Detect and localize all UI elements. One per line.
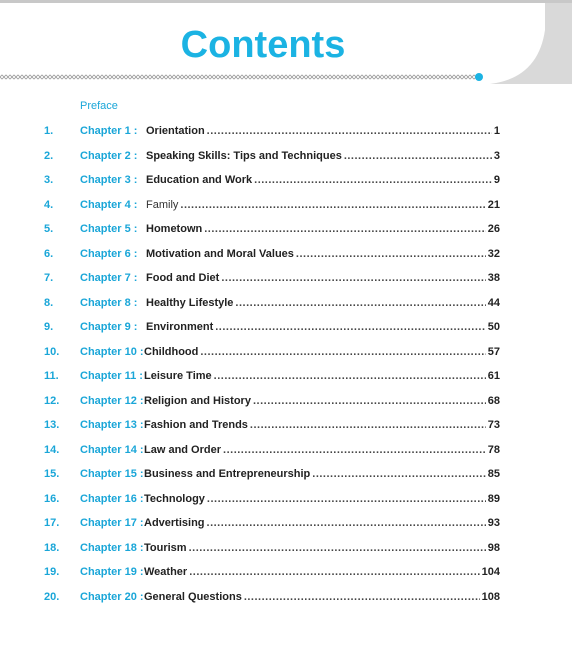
dot-leader xyxy=(312,462,485,487)
entry-number: 18. xyxy=(44,541,60,554)
chapter-label: Chapter 5 : xyxy=(80,223,138,235)
toc-entry[interactable] xyxy=(0,119,572,144)
entry-line xyxy=(146,144,500,169)
table-of-contents xyxy=(0,119,572,609)
dot-leader xyxy=(250,413,486,438)
chapter-label: Chapter 11 : xyxy=(80,370,143,382)
page-number: 50 xyxy=(487,321,500,333)
entry-line xyxy=(144,560,500,585)
toc-entry[interactable] xyxy=(0,438,572,463)
page-number: 68 xyxy=(487,394,500,407)
dot-leader xyxy=(204,217,486,242)
dot-leader xyxy=(214,364,486,389)
entry-number: 20. xyxy=(44,590,60,603)
entry-number: 13. xyxy=(44,419,60,431)
page-number: 89 xyxy=(487,492,500,505)
chapter-title: General Questions xyxy=(144,590,242,603)
dot-leader xyxy=(244,585,480,610)
entry-number: 4. xyxy=(44,198,54,211)
decorative-dotted-rule xyxy=(0,71,484,81)
entry-number: 2. xyxy=(44,149,54,162)
dot-leader xyxy=(200,340,485,365)
chapter-label: Chapter 8 : xyxy=(80,296,138,309)
entry-number: 17. xyxy=(44,517,60,529)
toc-entry[interactable] xyxy=(0,487,572,512)
entry-number: 3. xyxy=(44,174,54,186)
page-number: 78 xyxy=(487,443,500,456)
chapter-title: Food and Diet xyxy=(146,272,220,284)
entry-number: 9. xyxy=(44,321,54,333)
toc-entry[interactable] xyxy=(0,389,572,414)
toc-entry[interactable] xyxy=(0,266,572,291)
page-number: 61 xyxy=(487,370,500,382)
dot-leader xyxy=(253,389,486,414)
chapter-title: Business and Entrepreneurship xyxy=(144,468,311,480)
page-number: 3 xyxy=(493,149,500,162)
toc-entry[interactable] xyxy=(0,536,572,561)
page-number: 38 xyxy=(487,272,500,284)
dot-leader xyxy=(207,487,486,512)
chapter-label: Chapter 9 : xyxy=(80,321,138,333)
page-number: 73 xyxy=(487,419,500,431)
dot-leader xyxy=(189,536,486,561)
chapter-title: Healthy Lifestyle xyxy=(146,296,234,309)
chapter-title: Weather xyxy=(144,566,188,578)
dot-leader xyxy=(223,438,486,463)
dot-leader xyxy=(235,291,485,316)
toc-entry[interactable] xyxy=(0,144,572,169)
entry-number: 5. xyxy=(44,223,54,235)
dot-leader xyxy=(180,193,485,218)
toc-entry[interactable] xyxy=(0,462,572,487)
entry-line xyxy=(146,315,500,340)
chapter-title: Education and Work xyxy=(146,174,253,186)
entry-number: 14. xyxy=(44,443,60,456)
dot-leader xyxy=(296,242,486,267)
page-number: 98 xyxy=(487,541,500,554)
chapter-title: Leisure Time xyxy=(144,370,212,382)
entry-line xyxy=(146,193,500,218)
entry-line xyxy=(144,413,500,438)
chapter-label: Chapter 4 : xyxy=(80,198,138,211)
toc-entry[interactable] xyxy=(0,511,572,536)
entry-line xyxy=(144,462,500,487)
toc-entry[interactable] xyxy=(0,193,572,218)
page-number: 1 xyxy=(493,125,500,137)
chapter-label: Chapter 7 : xyxy=(80,272,138,284)
toc-entry[interactable] xyxy=(0,168,572,193)
page-number: 21 xyxy=(487,198,500,211)
dot-leader xyxy=(221,266,485,291)
chapter-title: Speaking Skills: Tips and Techniques xyxy=(146,149,342,162)
chapter-title: Religion and History xyxy=(144,394,251,407)
dot-leader xyxy=(207,511,486,536)
dot-leader xyxy=(344,144,492,169)
toc-entry[interactable] xyxy=(0,560,572,585)
chapter-label: Chapter 20 : xyxy=(80,590,144,603)
entry-line xyxy=(146,266,500,291)
chapter-label: Chapter 19 : xyxy=(80,566,144,578)
chapter-title: Fashion and Trends xyxy=(144,419,248,431)
entry-number: 8. xyxy=(44,296,54,309)
toc-entry[interactable] xyxy=(0,315,572,340)
page-number: 32 xyxy=(487,247,500,260)
entry-line xyxy=(146,119,500,144)
chapter-label: Chapter 14 : xyxy=(80,443,144,456)
toc-entry[interactable] xyxy=(0,217,572,242)
dot-leader xyxy=(207,119,492,144)
chapter-title: Law and Order xyxy=(144,443,222,456)
chapter-label: Chapter 6 : xyxy=(80,247,138,260)
chapter-label: Chapter 2 : xyxy=(80,149,138,162)
entry-number: 12. xyxy=(44,394,60,407)
page-number: 44 xyxy=(487,296,500,309)
entry-line xyxy=(144,487,500,512)
chapter-title: Orientation xyxy=(146,125,205,137)
chapter-label: Chapter 10 : xyxy=(80,345,144,358)
chapter-label: Chapter 17 : xyxy=(80,517,144,529)
entry-line xyxy=(146,242,500,267)
chapter-label: Chapter 12 : xyxy=(80,394,144,407)
chapter-title: Tourism xyxy=(144,541,187,554)
chapter-label: Chapter 16 : xyxy=(80,492,144,505)
entry-number: 16. xyxy=(44,492,60,505)
page-number: 57 xyxy=(487,345,500,358)
entry-line xyxy=(146,168,500,193)
dot-leader xyxy=(215,315,486,340)
chapter-title: Childhood xyxy=(144,345,199,358)
chapter-title: Advertising xyxy=(144,517,205,529)
chapter-label: Chapter 13 : xyxy=(80,419,144,431)
page-number: 108 xyxy=(481,590,500,603)
chapter-label: Chapter 18 : xyxy=(80,541,144,554)
entry-number: 19. xyxy=(44,566,60,578)
dot-leader xyxy=(189,560,479,585)
entry-line xyxy=(144,585,500,610)
entry-line xyxy=(144,389,500,414)
chapter-title: Hometown xyxy=(146,223,203,235)
page-number: 85 xyxy=(487,468,500,480)
toc-entry[interactable] xyxy=(0,242,572,267)
page-number: 104 xyxy=(481,566,500,578)
toc-entry[interactable] xyxy=(0,291,572,316)
chapter-title: Technology xyxy=(144,492,205,505)
entry-number: 7. xyxy=(44,272,54,284)
page-number: 26 xyxy=(487,223,500,235)
chapter-title: Environment xyxy=(146,321,214,333)
page-number: 9 xyxy=(493,174,500,186)
entry-line xyxy=(144,536,500,561)
page-number: 93 xyxy=(487,517,500,529)
toc-entry[interactable] xyxy=(0,585,572,610)
entry-number: 6. xyxy=(44,247,54,260)
entry-number: 11. xyxy=(44,370,59,382)
chapter-title: Motivation and Moral Values xyxy=(146,247,294,260)
entry-line xyxy=(144,340,500,365)
chapter-label: Chapter 3 : xyxy=(80,174,138,186)
entry-line xyxy=(146,291,500,316)
preface-link[interactable]: Preface xyxy=(80,100,118,112)
entry-line xyxy=(144,364,500,389)
entry-number: 15. xyxy=(44,468,60,480)
chapter-title: Family xyxy=(146,198,179,211)
chapter-label: Chapter 1 : xyxy=(80,125,138,137)
rule-end-dot-icon xyxy=(475,73,483,81)
toc-entry[interactable] xyxy=(0,413,572,438)
chapter-label: Chapter 15 : xyxy=(80,468,144,480)
toc-entry[interactable] xyxy=(0,364,572,389)
entry-number: 10. xyxy=(44,345,60,358)
entry-number: 1. xyxy=(44,125,54,137)
entry-line xyxy=(146,217,500,242)
entry-line xyxy=(144,511,500,536)
dot-leader xyxy=(254,168,492,193)
entry-line xyxy=(144,438,500,463)
toc-entry[interactable] xyxy=(0,340,572,365)
page-title: Contents xyxy=(180,24,346,66)
